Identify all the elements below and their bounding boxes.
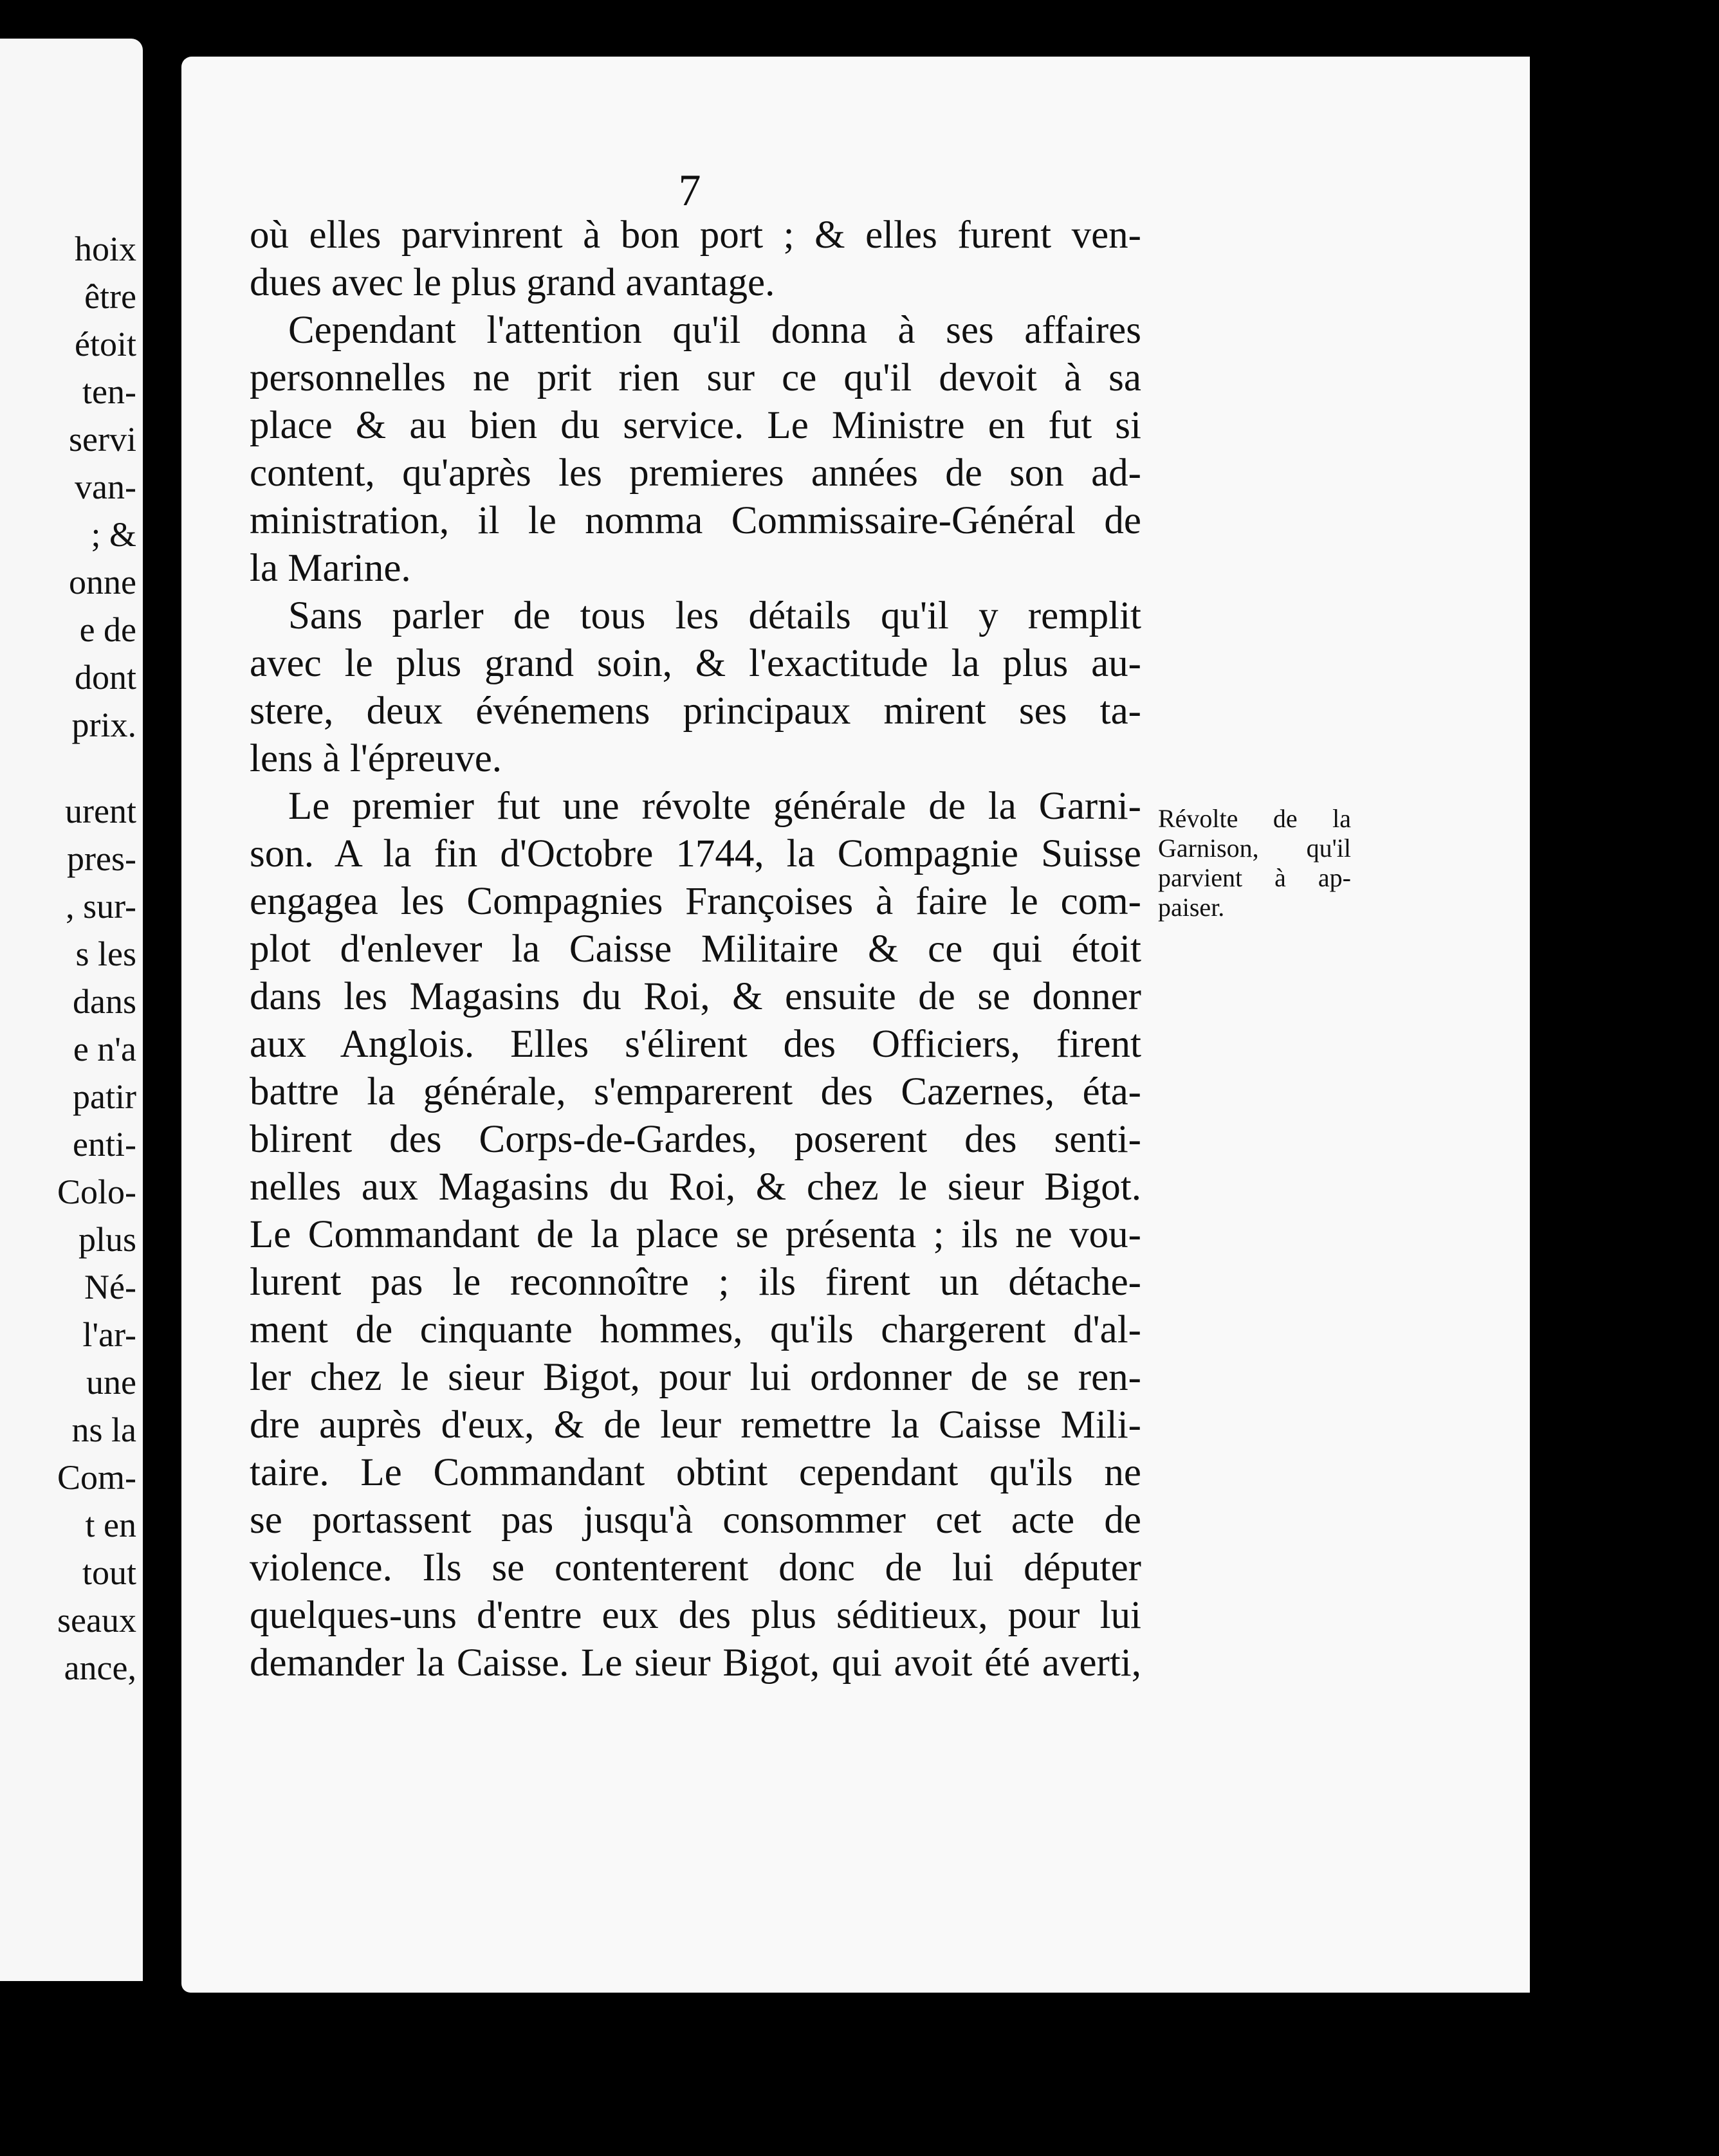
text-line: se portassent pas jusqu'à consommer cet acte de [250,1499,1141,1542]
left-page-line: s les [75,935,136,973]
left-page-line: seaux [57,1601,136,1640]
left-page-line: étoit [75,325,136,363]
left-page-line: servi [69,420,136,459]
left-page-line: ns la [71,1411,136,1449]
text-line: Le premier fut une révolte générale de la Garni- [288,785,1141,828]
left-page-line: e n'a [73,1030,136,1068]
text-line: lurent pas le reconnoître ; ils firent un détache- [250,1261,1141,1304]
left-page-line: Colo- [57,1173,136,1211]
text-line: quelques-uns d'entre eux des plus séditieux, pour lui [250,1594,1141,1637]
left-page-line: ten- [82,372,136,411]
text-line: dans les Magasins du Roi, & ensuite de se donner [250,975,1141,1018]
marginal-note-line: parvient à ap- [1158,863,1351,892]
text-line: battre la générale, s'emparerent des Cazernes, éta- [250,1070,1141,1113]
marginal-note-line: paiser. [1158,893,1225,922]
text-line: son. A la fin d'Octobre 1744, la Compagnie Suisse [250,832,1141,875]
marginal-note-line: Garnison, qu'il [1158,834,1351,863]
left-page-line: plus [78,1220,136,1259]
left-page-line: être [84,277,136,316]
text-line: dre auprès d'eux, & de leur remettre la Caisse Mili- [250,1403,1141,1447]
left-page-line: une [86,1363,136,1402]
text-line: avec le plus grand soin, & l'exactitude la plus au- [250,642,1141,685]
text-line: aux Anglois. Elles s'élirent des Officiers, firent [250,1023,1141,1066]
left-page-line: onne [69,563,136,601]
left-page-line: patir [73,1077,136,1116]
text-line: Cependant l'attention qu'il donna à ses affaires [288,309,1141,352]
left-page-line: , sur- [66,887,136,926]
text-line: lens à l'épreuve. [250,737,502,780]
page-number: 7 [678,166,701,215]
left-page-line: dans [73,982,136,1021]
text-line: blirent des Corps-de-Gardes, poserent des senti- [250,1118,1141,1161]
left-page-line: enti- [73,1125,136,1164]
text-line: violence. Ils se contenterent donc de lui députer [250,1546,1141,1589]
left-page-line: van- [75,468,136,506]
text-line: personnelles ne prit rien sur ce qu'il devoit à sa [250,356,1141,399]
left-page-line: urent [65,792,136,830]
text-line: plot d'enlever la Caisse Militaire & ce qui étoit [250,927,1141,971]
left-page-line: tout [82,1553,136,1592]
text-line: demander la Caisse. Le sieur Bigot, qui avoit été averti, [250,1641,1141,1685]
left-page-line: Né- [84,1268,136,1306]
text-line: où elles parvinrent à bon port ; & elles furent ven- [250,214,1141,257]
left-page-line: l'ar- [82,1315,136,1354]
text-line: ment de cinquante hommes, qu'ils chargerent d'al- [250,1308,1141,1351]
left-page-line: ; & [91,515,136,554]
text-line: Sans parler de tous les détails qu'il y remplit [288,594,1141,637]
left-page-line: dont [74,658,136,697]
left-page-line: t en [85,1506,136,1544]
text-line: la Marine. [250,547,411,590]
marginal-note-line: Révolte de la [1158,804,1351,833]
text-line: ministration, il le nomma Commissaire-Général de [250,499,1141,542]
text-line: dues avec le plus grand avantage. [250,261,775,304]
text-line: place & au bien du service. Le Ministre en fut si [250,404,1141,447]
text-line: engagea les Compagnies Françoises à faire le com- [250,880,1141,923]
left-page-line: Com- [57,1458,136,1497]
text-line: taire. Le Commandant obtint cependant qu'ils ne [250,1451,1141,1494]
text-line: content, qu'après les premieres années de son ad- [250,452,1141,495]
left-page-line: hoix [74,230,136,268]
text-line: stere, deux événemens principaux mirent ses ta- [250,690,1141,733]
text-line: nelles aux Magasins du Roi, & chez le sieur Bigot. [250,1165,1141,1209]
left-page-line: e de [79,610,136,649]
text-line: Le Commandant de la place se présenta ; ils ne vou- [250,1213,1141,1256]
left-page-line: pres- [67,839,136,878]
text-line: ler chez le sieur Bigot, pour lui ordonner de se ren- [250,1356,1141,1399]
left-page-line: prix. [71,706,136,744]
left-page [0,39,143,1981]
left-page-line: ance, [64,1649,136,1687]
